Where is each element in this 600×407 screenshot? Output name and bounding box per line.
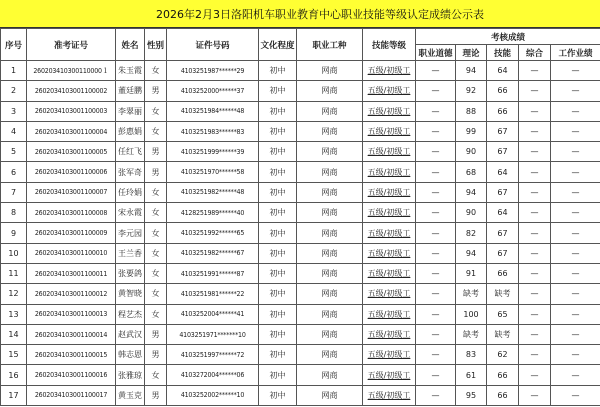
cell-theory: 99 [456, 121, 487, 141]
cell-theory: 95 [456, 385, 487, 405]
cell-comprehensive: — [519, 81, 551, 101]
header-id-no: 证件号码 [167, 29, 259, 61]
cell-theory: 68 [456, 162, 487, 182]
cell-skill: 66 [487, 101, 519, 121]
cell-skill: 66 [487, 81, 519, 101]
cell-exam-no: 260203410300110000１ [27, 61, 116, 81]
cell-theory: 82 [456, 223, 487, 243]
cell-occupation: 网商 [297, 142, 363, 162]
table-row [1, 203, 600, 223]
cell-performance: — [551, 101, 600, 121]
cell-seq: 11 [1, 263, 27, 283]
cell-performance: — [551, 243, 600, 263]
cell-gender: 男 [145, 162, 167, 182]
cell-ethics: — [416, 284, 456, 304]
cell-performance: — [551, 304, 600, 324]
cell-comprehensive: — [519, 304, 551, 324]
cell-id-no: 4103251984******48 [167, 101, 259, 121]
header-exam-no: 准考证号 [27, 29, 116, 61]
cell-name: 朱玉霞 [116, 61, 145, 81]
cell-skill: 66 [487, 365, 519, 385]
cell-name: 张军奇 [116, 162, 145, 182]
header-gender: 性别 [145, 29, 167, 61]
cell-occupation: 网商 [297, 263, 363, 283]
cell-ethics: — [416, 365, 456, 385]
cell-id-no: 4103251982******67 [167, 243, 259, 263]
table-row [1, 284, 600, 304]
cell-occupation: 网商 [297, 223, 363, 243]
cell-ethics: — [416, 345, 456, 365]
cell-gender: 男 [145, 81, 167, 101]
cell-exam-no: 2602034103001100012 [27, 284, 116, 304]
header-name: 姓名 [116, 29, 145, 61]
cell-ethics: — [416, 101, 456, 121]
cell-skill: 66 [487, 263, 519, 283]
cell-ethics: — [416, 243, 456, 263]
cell-name: 韩志恩 [116, 345, 145, 365]
cell-gender: 女 [145, 203, 167, 223]
cell-exam-no: 2602034103001100008 [27, 203, 116, 223]
cell-id-no: 4103251970******58 [167, 162, 259, 182]
table-row [1, 61, 600, 81]
cell-gender: 男 [145, 142, 167, 162]
cell-skill: 67 [487, 243, 519, 263]
header-seq: 序号 [1, 29, 27, 61]
cell-performance: — [551, 121, 600, 141]
cell-ethics: — [416, 182, 456, 202]
cell-id-no: 4103251982******48 [167, 182, 259, 202]
cell-comprehensive: — [519, 61, 551, 81]
cell-ethics: — [416, 304, 456, 324]
cell-level: 五级/初级工 [363, 324, 416, 344]
cell-education: 初中 [259, 365, 297, 385]
cell-gender: 女 [145, 263, 167, 283]
cell-id-no: 4103251997******72 [167, 345, 259, 365]
cell-occupation: 网商 [297, 324, 363, 344]
cell-id-no: 4128251989******40 [167, 203, 259, 223]
cell-gender: 男 [145, 385, 167, 405]
cell-name: 程艺杰 [116, 304, 145, 324]
cell-theory: 61 [456, 365, 487, 385]
cell-theory: 100 [456, 304, 487, 324]
cell-ethics: — [416, 203, 456, 223]
table-row [1, 223, 600, 243]
cell-exam-no: 2602034103001100016 [27, 365, 116, 385]
cell-comprehensive: — [519, 101, 551, 121]
cell-seq: 3 [1, 101, 27, 121]
cell-seq: 12 [1, 284, 27, 304]
cell-gender: 女 [145, 223, 167, 243]
cell-comprehensive: — [519, 324, 551, 344]
cell-gender: 男 [145, 324, 167, 344]
cell-skill: 64 [487, 162, 519, 182]
cell-occupation: 网商 [297, 61, 363, 81]
cell-gender: 女 [145, 182, 167, 202]
cell-exam-no: 2602034103001100014 [27, 324, 116, 344]
cell-comprehensive: — [519, 182, 551, 202]
cell-exam-no: 2602034103001100005 [27, 142, 116, 162]
cell-theory: 90 [456, 203, 487, 223]
cell-education: 初中 [259, 121, 297, 141]
cell-exam-no: 2602034103001100006 [27, 162, 116, 182]
cell-seq: 13 [1, 304, 27, 324]
table-row [1, 365, 600, 385]
cell-theory: 83 [456, 345, 487, 365]
cell-occupation: 网商 [297, 304, 363, 324]
cell-exam-no: 2602034103001100017 [27, 385, 116, 405]
cell-exam-no: 2602034103001100003 [27, 101, 116, 121]
cell-seq: 1 [1, 61, 27, 81]
cell-ethics: — [416, 61, 456, 81]
cell-level: 五级/初级工 [363, 345, 416, 365]
cell-gender: 男 [145, 345, 167, 365]
cell-gender: 女 [145, 121, 167, 141]
cell-occupation: 网商 [297, 101, 363, 121]
table-row [1, 385, 600, 405]
cell-level: 五级/初级工 [363, 243, 416, 263]
header-occupation: 职业工种 [297, 29, 363, 61]
cell-ethics: — [416, 223, 456, 243]
cell-occupation: 网商 [297, 284, 363, 304]
cell-seq: 2 [1, 81, 27, 101]
cell-level: 五级/初级工 [363, 121, 416, 141]
cell-education: 初中 [259, 345, 297, 365]
cell-theory: 缺考 [456, 324, 487, 344]
cell-occupation: 网商 [297, 81, 363, 101]
header-performance: 工作业绩 [551, 45, 600, 61]
cell-theory: 91 [456, 263, 487, 283]
cell-education: 初中 [259, 304, 297, 324]
cell-performance: — [551, 324, 600, 344]
cell-id-no: 4103251991******87 [167, 263, 259, 283]
cell-seq: 14 [1, 324, 27, 344]
cell-skill: 67 [487, 121, 519, 141]
cell-theory: 94 [456, 243, 487, 263]
cell-seq: 17 [1, 385, 27, 405]
cell-skill: 65 [487, 304, 519, 324]
cell-level: 五级/初级工 [363, 223, 416, 243]
cell-name: 黄玉克 [116, 385, 145, 405]
cell-exam-no: 2602034103001100013 [27, 304, 116, 324]
cell-performance: — [551, 142, 600, 162]
cell-ethics: — [416, 142, 456, 162]
cell-comprehensive: — [519, 385, 551, 405]
cell-comprehensive: — [519, 223, 551, 243]
cell-gender: 女 [145, 243, 167, 263]
cell-name: 任玲娟 [116, 182, 145, 202]
cell-occupation: 网商 [297, 365, 363, 385]
cell-exam-no: 2602034103001100004 [27, 121, 116, 141]
cell-comprehensive: — [519, 243, 551, 263]
cell-id-no: 4103252004******41 [167, 304, 259, 324]
cell-skill: 62 [487, 345, 519, 365]
cell-theory: 88 [456, 101, 487, 121]
cell-performance: — [551, 162, 600, 182]
cell-skill: 64 [487, 203, 519, 223]
cell-id-no: 4103251971*******10 [167, 324, 259, 344]
cell-level: 五级/初级工 [363, 263, 416, 283]
cell-comprehensive: — [519, 345, 551, 365]
score-table [0, 28, 600, 406]
cell-exam-no: 2602034103001100007 [27, 182, 116, 202]
cell-exam-no: 2602034103001100015 [27, 345, 116, 365]
table-row [1, 81, 600, 101]
cell-seq: 15 [1, 345, 27, 365]
table-row [1, 324, 600, 344]
table-row [1, 263, 600, 283]
cell-name: 宋永霞 [116, 203, 145, 223]
cell-level: 五级/初级工 [363, 101, 416, 121]
cell-comprehensive: — [519, 142, 551, 162]
cell-name: 王兰香 [116, 243, 145, 263]
cell-name: 李元园 [116, 223, 145, 243]
cell-theory: 94 [456, 61, 487, 81]
cell-seq: 8 [1, 203, 27, 223]
cell-id-no: 4103252000******37 [167, 81, 259, 101]
table-row [1, 142, 600, 162]
cell-skill: 64 [487, 61, 519, 81]
cell-name: 黄智晓 [116, 284, 145, 304]
page-title: 2026年2月3日洛阳机车职业教育中心职业技能等级认定成绩公示表 [0, 0, 600, 28]
cell-comprehensive: — [519, 284, 551, 304]
cell-performance: — [551, 365, 600, 385]
cell-id-no: 4103251987******29 [167, 61, 259, 81]
cell-comprehensive: — [519, 162, 551, 182]
cell-seq: 4 [1, 121, 27, 141]
cell-seq: 9 [1, 223, 27, 243]
cell-skill: 缺考 [487, 284, 519, 304]
cell-skill: 缺考 [487, 324, 519, 344]
cell-exam-no: 2602034103001100010 [27, 243, 116, 263]
cell-theory: 94 [456, 182, 487, 202]
cell-id-no: 4103251999******39 [167, 142, 259, 162]
cell-performance: — [551, 345, 600, 365]
cell-seq: 5 [1, 142, 27, 162]
cell-comprehensive: — [519, 365, 551, 385]
cell-performance: — [551, 223, 600, 243]
cell-occupation: 网商 [297, 203, 363, 223]
cell-gender: 女 [145, 284, 167, 304]
table-row [1, 243, 600, 263]
cell-skill: 67 [487, 182, 519, 202]
cell-education: 初中 [259, 284, 297, 304]
cell-exam-no: 2602034103001100011 [27, 263, 116, 283]
cell-comprehensive: — [519, 121, 551, 141]
table-row [1, 345, 600, 365]
cell-occupation: 网商 [297, 385, 363, 405]
cell-name: 任红飞 [116, 142, 145, 162]
cell-seq: 16 [1, 365, 27, 385]
cell-comprehensive: — [519, 263, 551, 283]
cell-gender: 女 [145, 304, 167, 324]
cell-level: 五级/初级工 [363, 203, 416, 223]
cell-gender: 女 [145, 61, 167, 81]
cell-education: 初中 [259, 162, 297, 182]
cell-performance: — [551, 203, 600, 223]
cell-level: 五级/初级工 [363, 182, 416, 202]
cell-level: 五级/初级工 [363, 61, 416, 81]
cell-performance: — [551, 61, 600, 81]
header-level: 技能等级 [363, 29, 416, 61]
cell-performance: — [551, 263, 600, 283]
cell-name: 张雅琼 [116, 365, 145, 385]
cell-occupation: 网商 [297, 243, 363, 263]
cell-performance: — [551, 284, 600, 304]
table-row [1, 101, 600, 121]
cell-skill: 67 [487, 142, 519, 162]
cell-education: 初中 [259, 142, 297, 162]
header-comprehensive: 综合 [519, 45, 551, 61]
header-scores-group: 考核成绩 [416, 29, 600, 45]
table-row [1, 182, 600, 202]
cell-id-no: 4103252002******10 [167, 385, 259, 405]
table-row [1, 304, 600, 324]
cell-education: 初中 [259, 243, 297, 263]
cell-skill: 67 [487, 223, 519, 243]
cell-seq: 10 [1, 243, 27, 263]
cell-education: 初中 [259, 263, 297, 283]
header-ethics: 职业道德 [416, 45, 456, 61]
header-theory: 理论 [456, 45, 487, 61]
cell-theory: 92 [456, 81, 487, 101]
cell-level: 五级/初级工 [363, 162, 416, 182]
header-skill: 技能 [487, 45, 519, 61]
cell-level: 五级/初级工 [363, 284, 416, 304]
cell-seq: 6 [1, 162, 27, 182]
table-row [1, 162, 600, 182]
table-row [1, 121, 600, 141]
cell-level: 五级/初级工 [363, 365, 416, 385]
cell-name: 张要鸽 [116, 263, 145, 283]
cell-education: 初中 [259, 223, 297, 243]
cell-occupation: 网商 [297, 345, 363, 365]
cell-performance: — [551, 385, 600, 405]
cell-gender: 女 [145, 101, 167, 121]
cell-id-no: 4103251981******22 [167, 284, 259, 304]
cell-theory: 缺考 [456, 284, 487, 304]
cell-id-no: 4103251992******65 [167, 223, 259, 243]
cell-occupation: 网商 [297, 162, 363, 182]
cell-name: 彭惠娟 [116, 121, 145, 141]
cell-level: 五级/初级工 [363, 385, 416, 405]
cell-name: 李翠丽 [116, 101, 145, 121]
cell-performance: — [551, 182, 600, 202]
cell-name: 董廷鹏 [116, 81, 145, 101]
cell-education: 初中 [259, 101, 297, 121]
cell-id-no: 4103251983******83 [167, 121, 259, 141]
cell-theory: 90 [456, 142, 487, 162]
cell-ethics: — [416, 263, 456, 283]
cell-ethics: — [416, 121, 456, 141]
cell-id-no: 4103272004******06 [167, 365, 259, 385]
cell-ethics: — [416, 81, 456, 101]
table-body [1, 61, 600, 406]
cell-ethics: — [416, 162, 456, 182]
cell-education: 初中 [259, 385, 297, 405]
cell-gender: 女 [145, 365, 167, 385]
cell-ethics: — [416, 385, 456, 405]
cell-education: 初中 [259, 324, 297, 344]
cell-ethics: — [416, 324, 456, 344]
cell-education: 初中 [259, 182, 297, 202]
cell-comprehensive: — [519, 203, 551, 223]
cell-education: 初中 [259, 81, 297, 101]
header-education: 文化程度 [259, 29, 297, 61]
cell-name: 赵武汉 [116, 324, 145, 344]
cell-education: 初中 [259, 203, 297, 223]
cell-occupation: 网商 [297, 121, 363, 141]
cell-exam-no: 2602034103001100009 [27, 223, 116, 243]
cell-seq: 7 [1, 182, 27, 202]
cell-exam-no: 2602034103001100002 [27, 81, 116, 101]
cell-education: 初中 [259, 61, 297, 81]
cell-skill: 66 [487, 385, 519, 405]
cell-level: 五级/初级工 [363, 142, 416, 162]
cell-occupation: 网商 [297, 182, 363, 202]
cell-performance: — [551, 81, 600, 101]
cell-level: 五级/初级工 [363, 304, 416, 324]
cell-level: 五级/初级工 [363, 81, 416, 101]
